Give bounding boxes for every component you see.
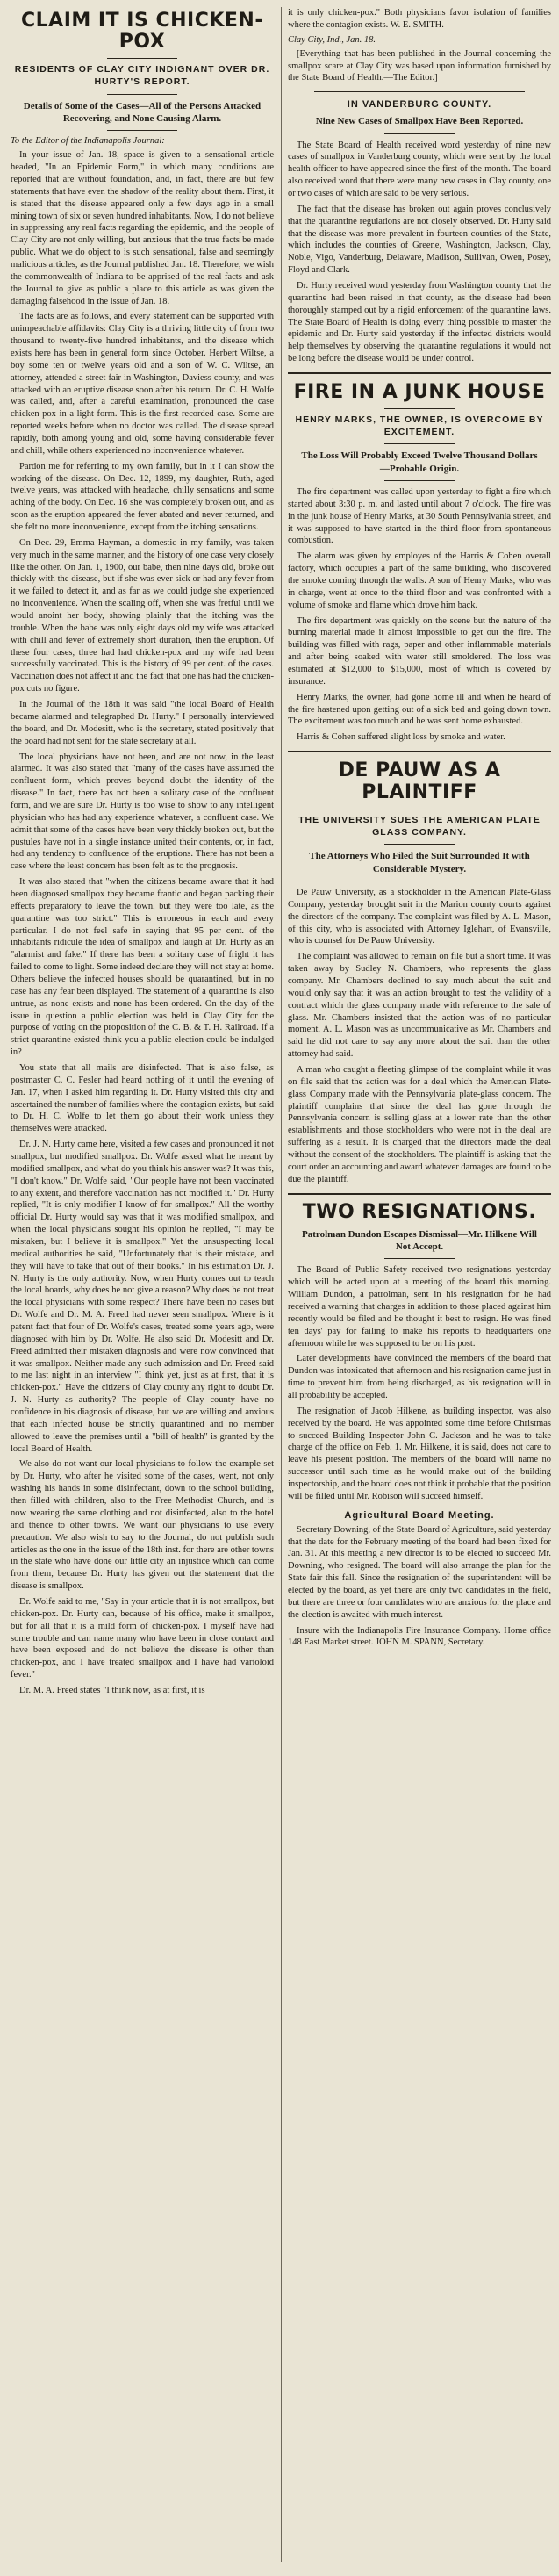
paragraph: Dr. Hurty received word yesterday from Washington county that the quarantine had been raised in that county, as the disease had been thoroughly stamped out by a rigid enforcement of the quarantine laws. The State Board of Health is doing every thing possible to master the epidemic and Dr. Hurty said yesterday if the infected districts would help themselves by observing the quarantine regulations it would not be long before the disease would be under control. <box>288 281 551 364</box>
paragraph: Dr. J. N. Hurty came here, visited a few cases and pronounced it not smallpox, but modified smallpox. Dr. Wolfe asked what he meant by modified smallpox, and what do you think his answer was? It was this, "I don't know." Dr. Wolfe said, "Our people have not been vaccinated to any extent, and therefore vaccination has not modified it." Dr. Hurty replied, "It is only modifier I know of for smallpox." All the worthy official Dr. Hurty would say was that it was modified smallpox, and when the local physicians sought his opinion he replied, "I may be mistaken, but I believe it is smallpox." Yet the unsuspecting local medical authorities he said, "Unfortunately that is their mistake, and they will have to take that out of their books." In his estimation Dr. J. N. Hurty is the only authority. Now, when Hurty comes out to teach the local boards, why does he not give a reason? Why does he not treat the local physicians with some respect? There have been no cases but Dr. Wolfe and Dr. M. A. Freed had never seen smallpox. Where is it patent fact that four of Dr. Wolfe's cases, treated some years ago, were diagnosed with him by Dr. Wolfe. He also said Dr. Modesitt and Dr. Freed admitted their mistaken diagnosis and were now convinced that it was smallpox. Neither made any such admission and Dr. Freed said to me last night in an interview "I think yet, just as at first, that it is chicken-pox." Have the citizens of Clay county any right to doubt Dr. J. N. Hurty as authority? The people of Clay county have no confidence in his diagnosis of disease, but we are willing and anxious that each infected house be strictly quarantined and no member allowed to leave the premises until a "bill of health" is granted by the local Board of Health. <box>11 1140 274 1454</box>
paragraph: The facts are as follows, and every statement can be supported with unimpeachable affidavits: Clay City is a thriving little city of from two thousand to twenty-five hundred inhabitants, and the disease which exists here has been in general form since October. Herbert Wiltse, a boy some ten or twelve years old and a son of W. C. Wiltse, an attorney, attended a street fair in Washington, Daviess county, and was attacked with an eruptive disease soon after his return. Dr. C. H. Wolfe was called, and, after a careful examination, pronounced the case chicken-pox in a light form. This is the first recorded case. Some are reported weeks before when no doctor was called. The disease spread rapidly, both among young and old, some having considerable fever and chill, while others experienced no inconvenience whatever. <box>11 312 274 456</box>
deck-clay-city: RESIDENTS OF CLAY CITY INDIGNANT OVER DR. HURTY'S REPORT. <box>14 64 270 88</box>
dateline: Clay City, Ind., Jan. 18. <box>288 34 376 45</box>
divider <box>314 91 525 92</box>
subdeck-resignations: Patrolman Dundon Escapes Dismissal—Mr. Hilkene Will Not Accept. <box>302 1228 537 1253</box>
headline-fire: FIRE IN A JUNK HOUSE <box>293 381 546 404</box>
paragraph: Harris & Cohen suffered slight loss by smoke and water. <box>297 732 505 743</box>
left-column <box>11 7 274 2558</box>
insurance-ad: Insure with the Indianapolis Fire Insurance Company. Home office 148 East Market street. JOHN M. SPANN, Secretary. <box>288 1625 551 1648</box>
paragraph: You state that all mails are disinfected. That is also false, as postmaster C. C. Fesler had heard nothing of it until the evening of Jan. 17, when I asked him regarding it. Dr. Hurty visited this city and ascertained the number of families where the contagion exists, but said to Dr. H. C. Wolfe to let them go about their work unless they themselves were attacked. <box>11 1062 274 1134</box>
subdeck-details: Details of Some of the Cases—All of the Persons Attacked Recovering, and None Causing Alarm. <box>23 100 262 124</box>
paragraph: The State Board of Health received word yesterday of nine new cases of smallpox in Vanderburg county, which were sent by the local health officer to have appeared since the first of the month. The board also received word that there were many new cases in Clay county, one or two cases of which are said to be very serious. <box>288 140 551 199</box>
paragraph: The complaint was allowed to remain on file but a short time. It was taken away by Sudley N. Chambers, who represents the glass company. Mr. Chambers declined to say much about the suit and would only say that it was an action brought to test the validity of a contract which the glass company made with reference to the sale of glass. Mr. Chambers insisted that the action was of no particular moment. A. L. Mason was as uncommunicative as Mr. Chambers and said he did not care to say any more about the suit than the other attorney had said. <box>288 952 551 1060</box>
paragraph: It was also stated that "when the citizens became aware that it had been diagnosed smallpox they became frantic and began packing their effects preparatory to leave the town, but they were too late, as the quarantine was too strict." This is erroneous in each and every particular. I do not feel safe in saying that 95 per cent. of the inhabitants ridicule the idea of smallpox and laugh at Dr. Hurty as an "alarmist and fake." If there has been a solitary case of fright it has failed to come to light. Some indeed declare they will not stay at home. Others believe the infected houses should be quarantined, but in no case has any fear been displayed. The statement of a quarantine is also untrue, as none exists and none has been ordered. On the day of the issue in question a public election was held in Clay City for the purpose of voting on the proposition of the C. B. & T. H. Railroad. If a strict quarantine existed think you a public election could be indulged in? <box>11 877 274 1058</box>
paragraph: Later developments have convinced the members of the board that Dundon was intoxicated that afternoon and his resignation came just in time to prevent him from being discharged, as his resignation will in all probability be accepted. <box>288 1354 551 1400</box>
heading-agricultural: Agricultural Board Meeting. <box>344 1509 495 1521</box>
paragraph: Pardon me for referring to my own family, but in it I can show the working of the disease. On Dec. 12, 1899, my daughter, Ruth, aged twelve years, was attacked with headache, chilly sensations and some aching of the body. On Dec. 16 she was completely broken out, and as soon as the eruption appeared the fever abated and never returned, and she felt no more inconvenience, except from the itching sensations. <box>11 461 274 533</box>
newspaper-page <box>7 7 552 2562</box>
subdeck-vanderburg: Nine New Cases of Smallpox Have Been Reported. <box>315 116 524 127</box>
divider <box>384 480 455 481</box>
paragraph: The fire department was called upon yesterday to fight a fire which started about 3:30 p. m. and lasted until about 7 o'clock. The fire was in the junk house of Henry Marks, at 30 South Pennsylvania street, and it was supposed to have started in the third floor from spontaneous combustion. <box>288 486 551 546</box>
divider <box>384 1258 455 1259</box>
paragraph: Secretary Downing, of the State Board of Agriculture, said yesterday that the date for the February meeting of the board had been fixed for Jan. 31. At this meeting a new director is to be elected to succeed Mr. Downing, who resigned. The board will also arrange the plan for the State fair this fall. Since the resignation of the superintendent will be elected by the board, as yet there are only two candidates in the field, but there are three or four candidates who are anxious for the place and the election is awaited with much interest. <box>288 1524 551 1620</box>
divider <box>107 130 177 131</box>
divider <box>107 58 177 59</box>
paragraph: De Pauw University, as a stockholder in the American Plate-Glass Company, yesterday brought suit in the Marion county courts against the directors of the company. The complaint was filed by A. L. Mason, of this city, who is associated with Attorney Iglehart, of Evansville, who is counsel for De Pauw University. <box>288 888 551 946</box>
paragraph: In your issue of Jan. 18, space is given to a sensational article headed, "In an Epidemic Form," in which many conditions are reported that are without foundation, and, in fact, there are but few statements that have even the shadow of the reality about them. First, it is stated that the disease appeared only a few days ago in a small mining town of six or seven hundred inhabitants. Now, I do not believe in suppressing any real facts regarding the epidemic, and the people of Clay City are not only willing, but anxious that the true facts be made public. What we do object to is such sensational, false and seemingly malicious articles, as the Journal published Jan. 18. Therefore, we wish the commonwealth of Indiana to be apprised of the real facts and ask the Journal to give as public a place to this article as was given the damaging falsehood in the issue of Jan. 18. <box>11 150 274 306</box>
paragraph: We also do not want our local physicians to follow the example set by Dr. Hurty, who after he visited some of the cases, went, not only washing his hands in some disinfectant, down to the school building, then filled with children, also to the Free Methodist Church, and is now wearing the same clothing and not disinfected, also to the hotel and thence to other towns. We want our physicians to use every precaution. We also wish to say to the Journal, do not publish such articles as the one in the issue of the 18th inst. for there are other towns in the state who have done our little city an injustice which can come from them, because Dr. Hurty has given out the statement that the disease is smallpox. <box>11 1459 274 1592</box>
headline-resignations: TWO RESIGNATIONS. <box>302 1200 537 1223</box>
divider <box>107 94 177 95</box>
paragraph: The fact that the disease has broken out again proves conclusively that the quarantine regulations are not closely observed. Dr. Hurty said that the disease was more prevalent in fourteen counties of the State, which includes the counties of Greene, Washington, Jackson, Clay, Noble, Vigo, Vanderburg, Delaware, Madison, Sullivan, Owen, Posey, Floyd and Clark. <box>288 204 551 276</box>
deck-depauw: THE UNIVERSITY SUES THE AMERICAN PLATE GLASS COMPANY. <box>298 815 541 838</box>
divider <box>384 844 455 845</box>
heading-vanderburg: IN VANDERBURG COUNTY. <box>347 99 492 111</box>
paragraph: The local physicians have not been, and are not now, in the least alarmed. It was also stated that "many of the cases have assumed the confluent form, which proves beyond doubt the identity of the disease." In fact, there has not been a solitary case of the confluent form, and we are sure Dr. Hurty is too wise to show to any intelligent physician who has had any experience whatever, a confluent case. We admit that some of the cases have been very thickly broken out, but the pustules have not in a single instance united their contents, or, in fact, had any tendency to confluence of the eruptions. There has not been a case where the least concern has been felt as to the prognosis. <box>11 752 274 872</box>
paragraph: The alarm was given by employes of the Harris & Cohen overall factory, which occupies a part of the same building, who discovered the smoke coming through the walls. A son of Henry Marks, who was in charge, went at once to the third floor and was confronted with a volume of smoke and flame which drove him back. <box>288 551 551 610</box>
paragraph: Dr. M. A. Freed states "I think now, as at first, it is <box>19 1685 205 1695</box>
divider <box>288 1193 551 1195</box>
column-rule <box>281 7 282 2562</box>
paragraph: A man who caught a fleeting glimpse of the complaint while it was on file said that the action was for a deal which the American Plate-glass Company made with the Pennsylvania plate-glass concern. The plaintiff complains that since the deal has gone through the Pennsylvania concern is selling glass at a lower rate than the other establishments and those stockholders who were not in the deal are suffering as a result. It is charged that the directors made the deal without the consent of the stockholders. The plaintiff is asking that the court order an accounting and award whatever damages are found to be due the plaintiff. <box>288 1065 551 1184</box>
divider <box>384 443 455 444</box>
editor-note: [Everything that has been published in the Journal concerning the smallpox scare at Clay City was based upon information furnished by the State Board of Health.—The Editor.] <box>288 48 551 83</box>
subdeck-depauw: The Attorneys Who Filed the Suit Surrounded It with Considerable Mystery. <box>309 851 530 874</box>
divider <box>288 751 551 752</box>
paragraph: In the Journal of the 18th it was said "the local Board of Health became alarmed and telegraphed Dr. Hurty." I personally interviewed the board, and Dr. Modesitt, who is the secretary, stated positively that the board had not sent for the state secretary at all. <box>11 700 274 746</box>
divider <box>384 408 455 409</box>
continuation-paragraph: it is only chicken-pox." Both physicians favor isolation of families where the contagion exists. W. E. SMITH. <box>288 8 551 30</box>
divider <box>384 133 455 134</box>
paragraph: The resignation of Jacob Hilkene, as building inspector, was also received by the board. He was appointed some time before Christmas to succeed Building Inspector John C. Jackson and he was to take charge of the office on Feb. 1. Mr. Hilkene, it is said, does not care to leave his present position. The members of the board will name no successor until such time as he would make out of the building inspectorship, and the board does not think it probable that the position will be filled until Mr. Robison will succeed himself. <box>288 1406 551 1501</box>
headline-chicken-pox: CLAIM IT IS CHICKEN-POX <box>21 10 263 54</box>
paragraph: The fire department was quickly on the scene but the nature of the burning material made it almost impossible to get out the fire. The building was filled with rags, paper and other inflammable materials and after being soaked with water still smoldered. The loss was estimated at $12,000 to $15,000, most of which is covered by insurance. <box>288 615 551 687</box>
headline-depauw: DE PAUW AS A PLAINTIFF <box>338 759 501 804</box>
salutation: To the Editor of the Indianapolis Journal: <box>11 136 165 147</box>
paragraph: On Dec. 29, Emma Hayman, a domestic in my family, was taken very much in the same manner, and the history of one case very closely like the other. On Jan. 1, 1900, our babe, then nine days old, broke out thickly with the disease, but if she was ever sick or had any fever from it we failed to detect it, and as far as we could judge she experienced no inconvenience. When the scaling off, when she was fretful until we would anoint her body, showing plainly that the itching was the trouble. When the babe was only eight days old my wife was attacked with chill and fever of extremely short duration, then the eruption. Of these four cases, three had had chicken-pox and my wife had been successfully vaccinated. This is the history of 99 per cent. of the cases. Vaccination does not affect it and the fact that one has had the chicken-pox cuts no figure. <box>11 537 274 694</box>
paragraph: Henry Marks, the owner, had gone home ill and when he heard of the fire hastened upon getting out of a sick bed and going down town. The excitement was too much and he was sent home exhausted. <box>288 692 551 727</box>
subdeck-fire: The Loss Will Probably Exceed Twelve Thousand Dollars—Probable Origin. <box>301 450 538 474</box>
right-column <box>288 7 551 2558</box>
divider <box>288 372 551 374</box>
paragraph: Dr. Wolfe said to me, "Say in your article that it is not smallpox, but chicken-pox. Dr. Hurty can, because of his office, make it smallpox, but for all that it is a mild form of chicken-pox. I myself have had some trouble and can name many who have been in close contact and have been exposed and do not believe the disease is other than chicken-pox, and I have treated smallpox and I have had varioloid fever." <box>11 1596 274 1680</box>
deck-fire: HENRY MARKS, THE OWNER, IS OVERCOME BY EXCITEMENT. <box>295 414 544 437</box>
paragraph: The Board of Public Safety received two resignations yesterday which will be acted upon at a meeting of the board this morning. William Dundon, a patrolman, sent in his resignation for he had received a warning that charges in addition to those placed against him recently would be filed and he thought it best to resign. He was fined ten days' pay for failing to make his reports to headquarters one afternoon while he was supposed to be on his post. <box>288 1265 551 1349</box>
